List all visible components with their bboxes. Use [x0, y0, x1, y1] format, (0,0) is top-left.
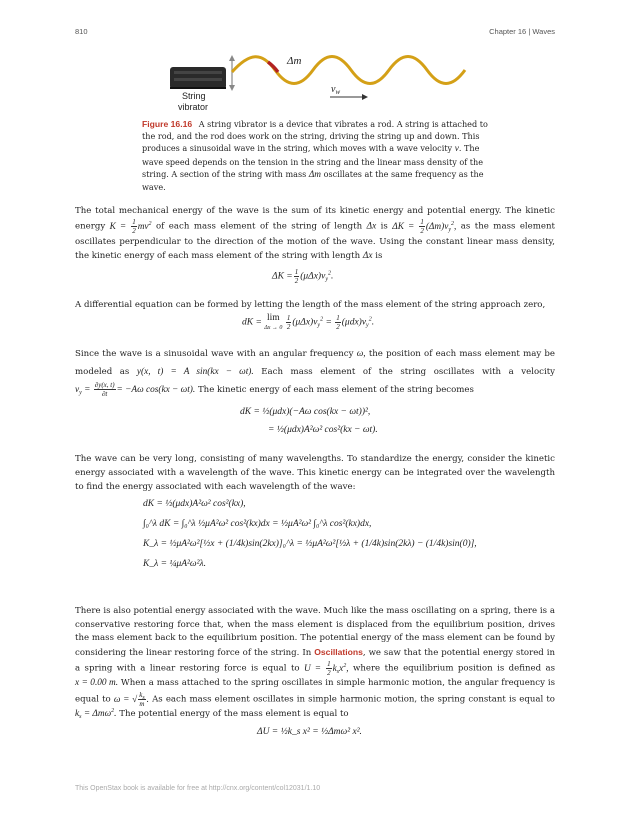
equation-dk-limit: dK = lim Δx → 0 $\frac{1}{2}$ $(\mu\Delta x)v_y^2$ = $\frac{1}{2}$ $(\mu dx)v_y^2$. — [242, 313, 375, 331]
paragraph-wavelength: The wave can be very long, consisting of many wavelengths. To standardize the energy, consider the kinetic energy associated with a wavelength of the wave. This kinetic energy can be integrated over the wavelength to find the energy associated with each wavelength of the wave: — [75, 454, 555, 492]
equation-dk-expanded: dK = ½(μdx)(−Aω cos(kx − ωt))², = ½(μdx)A²ω² cos²(kx − ωt). — [240, 407, 378, 435]
paragraph-kinetic-energy: The total mechanical energy of the wave is the sum of its kinetic energy and potential energy. The kinetic energy K = $\frac{1}{2}$ $mv^2$ of each mass element of the string of length Δx is ΔK = $\frac{1}{2}$ $(\Delta m)v_y^2$, as the mass element oscillates perpendicular to the direction of the motion of the wave. Using the constant linear mass density, the kinetic energy of each mass element of the string with length Δx is — [75, 206, 555, 261]
figure-label: Figure 16.16 — [142, 119, 193, 129]
chapter-header: Chapter 16 | Waves — [489, 27, 555, 36]
mass-element-highlight — [268, 62, 278, 72]
delta-m-label: Δm — [287, 55, 302, 67]
equation-block-k-lambda: dK = ½(μdx)A²ω² cos²(kx), ∫₀^λ dK = ∫₀^λ ½μA²ω² cos²(kx)dx = ½μA²ω² ∫₀^λ cos²(kx)dx, K_λ = ½μA²ω²[½x + (1/4k)sin(2kx)]₀^λ = ½μA²ω²[½λ + (1/4k)sin(2kλ) − (1/4k)sin(0)], K_λ = ¼μA²ω²λ. — [143, 499, 477, 569]
figure-caption: Figure 16.16 A string vibrator is a device that vibrates a rod. A string is attached to the rod, and the rod does work on the string, driving the string up and down. This produces a sinusoidal wave in the string, which moves with a wave velocity v. The wave speed depends on the tension in the string and the linear mass density of the string. A section of the string with mass Δm oscillates at the same frequency as the wave. — [142, 119, 488, 193]
paragraph-potential-energy: There is also potential energy associated with the wave. Much like the mass oscillating on a spring, there is a conservative restoring force that, when the mass element is displaced from the equilibrium position, drives the mass element back to the equilibrium position. The potential energy of the mass element can be found by considering the linear restoring force of the string. In Oscillations, we saw that the potential energy stored in a spring with a linear restoring force is equal to U = $\frac{1}{2}$ $k_sx^2$, where the equilibrium position is defined as x = 0.00 m. When a mass attached to the spring oscillates in simple harmonic motion, the angular frequency is equal to ω = √ $\frac{k_s}{m}$ . As each mass element oscillates in simple harmonic motion, the spring constant is equal to $k_s = \Delta m\omega^2$. The potential energy of the mass element is equal to — [75, 606, 556, 720]
equation-delta-k: ΔK = $\frac{1}{2}$ $(\mu\Delta x)v_y^2$. — [272, 268, 334, 285]
wave-string — [232, 57, 465, 84]
paragraph-differential: A differential equation can be formed by letting the length of the mass element of the string approach zero, — [75, 300, 546, 310]
oscillations-link[interactable]: Oscillations — [314, 646, 363, 657]
string-vibrator-figure — [150, 52, 480, 124]
page-number: 810 — [75, 27, 88, 36]
paragraph-sinusoidal: Since the wave is a sinusoidal wave with an angular frequency ω, the position of each mass element may be modeled as y(x, t) = A sin(kx − ωt). Each mass element of the string oscillates with a velocity $v_y$ = $\frac{\partial y(x, t)}{\partial t}$ = −Aω cos(kx − ωt). The kinetic energy of each mass element of the string becomes — [75, 349, 556, 399]
velocity-label: $v_w$ — [331, 84, 341, 96]
footer-license: This OpenStax book is available for free at http://cnx.org/content/col12031/1.10 — [75, 785, 321, 792]
vibrator-label-line1: String — [182, 91, 206, 101]
vibrator-label-line2: vibrator — [178, 102, 209, 112]
equation-delta-u: ΔU = ½k_s x² = ½Δmω² x². — [257, 727, 362, 737]
